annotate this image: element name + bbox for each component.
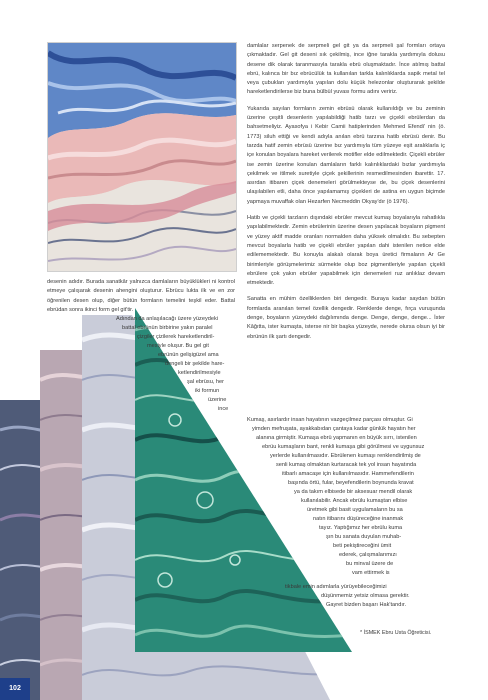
stepped-line: üretmek gibi basit uygulamaların bu sa [307, 507, 403, 513]
stepped-line: Adından da anlaşılacağı üzere yüzeydeki [116, 316, 218, 322]
stepped-line: ya da takım elbisede bir aksesuar mendil olarak [294, 489, 413, 495]
stepped-line: çizgiler çizilerek hareketlendiril- [137, 334, 215, 340]
page-number: 102 [9, 685, 21, 692]
paragraph: Yukarıda sayılan formların zemin ebrüsü olarak kullanıldığı ve bu zeminin üzerine çeşitli desenlerin yapılabildiği hatib tarzı ve çiçekli ebrülerdan da bahsetmeliyiz. Ayasofya i Kebir Camii hatiplerinden Mehmed Efendi' nin (ö. 1773) siluh ettiği ve kendi adıyla anılan ebrü tarzına hatib ebrüsü denir. Bu tarzda hatif zemin ebrüsü üzerine bız yardımıyla tüm yüzeye eşit aralıklarla iç içe konulan boyalara hareket verilerek motifler elde edilmektedir. Çiçekli ebrüler ise zemin üzerine konulan damlaların farklı kalınlıklardaki bızlar yardımıyla çekilmek ve itilmek suretiyle çiçek şekillerinin resmedilmesinden ibarettir. 17. asırdan itibaren çiçek denemeleri görülmekteyse de, bu çiçek desenlerini ulaşılabilen etli, daha önce yapılamamış çiçekleri de astina en uygun biçimde yapmaya muvaffak olan Hezarfen Necmeddin Okyay'dır (ö 1976). [247, 105, 445, 205]
stepped-line: Gayret bizden başarı Hak'tandır. [326, 602, 407, 608]
stepped-line: bu minval üzere de [346, 561, 394, 567]
stepped-line: mesiyle oluşur. Bu gel git [147, 343, 209, 349]
stepped-line: ince [218, 406, 229, 412]
stepped-line: natın itibarını düşüreceğine inanmak [313, 516, 404, 522]
stepped-line: alanına girmiştir. Kumaşa ebrü yapmanın en büyük sırrı, istenilen [256, 435, 417, 441]
stepped-line: iki formun [195, 388, 220, 394]
paragraph: Sanatta en mühim özelliklerden biri dengedir. Buraya kadar saydan bütün formlarda aranılan temel özellik dengedir. Renklerde denge, fırça vuruşunda denge, boyaların yüzeydeki dağılımında denge. Denge, denge, denge... İster Kâğıtta, ister kumaşta, isterse nir bir başka yüzeyde, nerede olursa olsun iyi bir ebrünün ilk şartı dengedir. [247, 296, 445, 340]
paragraph: damlalar serpenek de serpmeli gel git ya da serpmeli şal formları ortaya çıkmaktadır. Gel git deseni sık çekilmiş, ince iğne tarakla yardımıyla dolusu desene dik olarak taranmasıyla tarakla ebrü oluşmaktadır. İnce atılmış battal ebrü, kalınca bir bız ebrücülük ta kullanılan tarkla kalınlıklarda sapik metal tel veya çubukları yardımıyla yapılan dolu küçük helezonlar oluşturarak şekilde hareketlendirilerse biz buna bülbül yuvası formu adını veririz. [247, 43, 445, 96]
stepped-line: kullanılabilir. Ancak ebrülu kumaştan elbise [301, 498, 408, 504]
stepped-line: düşünmemiz yetsiz olmasa gerektir. [321, 593, 410, 599]
stepped-line: itibarlı amacaşe için kullanılmasıdır. Hammefendilerin [282, 471, 414, 477]
stepped-line: senli kumaş olmaktan kurtaracak tek yol insan hayatında [276, 462, 417, 468]
stepped-line: dengeli bir şekilde hare- [165, 361, 225, 367]
stepped-line: battal ebrünün birbirine yakın paralel [122, 325, 213, 331]
stepped-line: ederek, çalışmalarımızı [339, 552, 397, 558]
stepped-line: yerlerde kullanılmasıdır. Ebrülenen kumaşı renklendirilmiş de [270, 453, 421, 459]
stepped-line: ebrüu kumaşların bant, renkli kumaşa gibi görülmesi ve uygunsuz [262, 444, 425, 450]
stepped-line: beti pekiştireceğini ümit [333, 543, 392, 549]
stepped-line: tayız. Yaptığımız her ebrülu kuma [319, 525, 403, 531]
stepped-line: başında örtü, fular, beyefendilerin boynunda kravat [288, 480, 414, 486]
stepped-line: tikbale emin adımlarla yürüyebileceğimizi [285, 584, 387, 590]
stepped-line: üzerine [208, 397, 227, 403]
stepped-line: vam ettirmek is [352, 570, 390, 576]
stepped-line: ebrünün gelişigüzel ama [158, 352, 219, 358]
stepped-line: ketlendirilmesiyle [178, 370, 221, 376]
stepped-line: Kumaş, asırlardır insan hayatının vazgeçilmez parçası olmuştur. Gi [247, 417, 413, 423]
footnote: * İSMEK Ebru Usta Öğreticisi. [360, 630, 432, 636]
paragraph: Hatib ve çiçekli tarzların dışındaki ebrüler mevcut kumaş boyalarıyla rahatlıkla yapılabilmektedir. Zemin ebrülerinin üzerine desen yapılacak boyaların pigment ve yüzey aktif madde oranları normalden daha yüksek olmalıdır. Bu sebepten mevcut boyalarla hatib ve çiçekli ebrüler yapılan dahi istenilen netice elde edilememektedir. Bu konuyla alakalı olarak boya üretici firmaların Ar Ge birimleriyle görüşmelerimiz sürmekte olup boz pigmentleriyle yapılan çiçekli ebrülere çok yakın ebrüler yapabilmek için denemeleri ruz anlıklaz devam etmektedir. [247, 215, 445, 287]
stepped-line: yimden mefruşata, ayakkabıdan çantaya kadar günlük hayatın her [252, 426, 416, 432]
stepped-line: şal ebrüsu, her [187, 379, 225, 385]
stepped-line: şın bu sanata duyulan muhab- [326, 534, 402, 540]
paragraph: desenin adıdır. Burada sanatkâr yalnızca damlaların büyüklükleri ni kontrol etmeye çalışarak desenin ahengini oluşturur. Ebrücu lukta ilk ve en zor öğrenilen desen olup, diğer bütün formların temelini teşkil eder. Battal ebrüdan sonra ikinci form gel git'tir. [47, 279, 235, 313]
